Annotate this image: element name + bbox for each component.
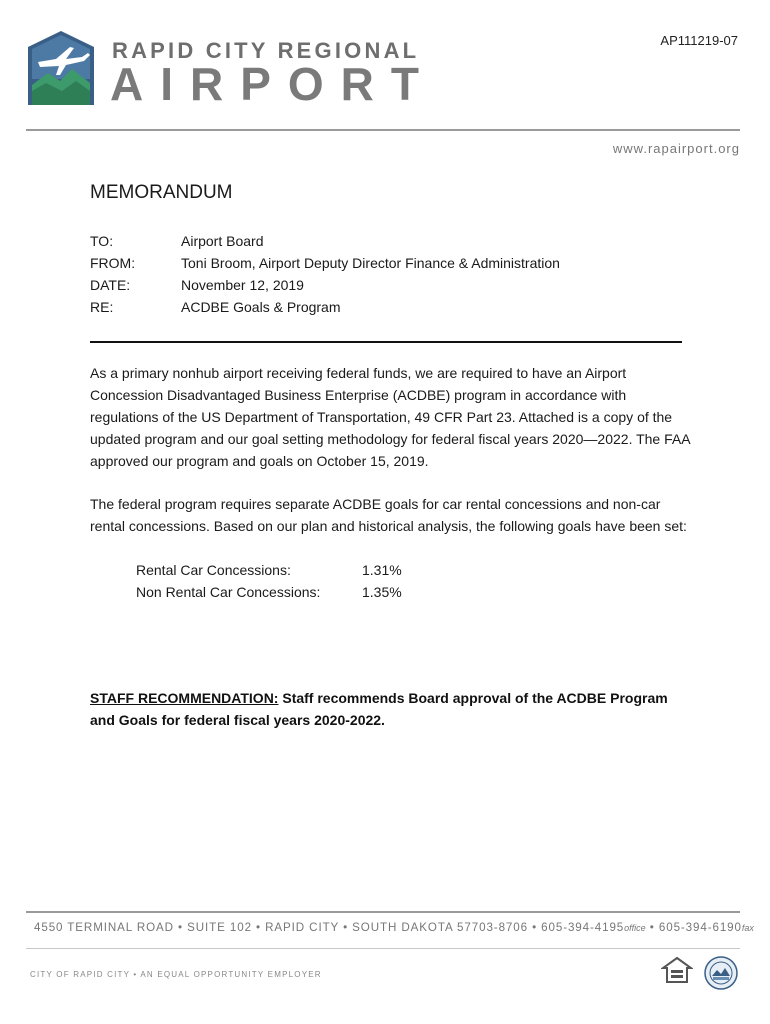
equal-housing-icon: [661, 956, 693, 986]
staff-recommendation: [90, 687, 690, 731]
footer-fax-number: • 605-394-6190: [645, 921, 742, 934]
footer-rule-secondary: [26, 948, 740, 949]
memo-date-label: DATE:: [90, 277, 131, 293]
goal-non-rental-car-value: 1.35%: [362, 584, 402, 600]
staff-recommendation-text: Staff recommends Board approval of the ACDBE Program and Goals for federal fiscal years 2020-2022.: [90, 690, 668, 728]
footer-office-label: office: [624, 923, 646, 933]
footer-fax-label: fax: [741, 923, 754, 933]
city-seal-icon: [704, 956, 738, 990]
memo-date-value: November 12, 2019: [181, 277, 304, 293]
memo-re-label: RE:: [90, 299, 114, 315]
staff-recommendation-heading: STAFF RECOMMENDATION:: [90, 690, 279, 706]
footer-address: [34, 921, 754, 934]
body-paragraph-1: As a primary nonhub airport receiving federal funds, we are required to have an Airport Concession Disadvantaged Business Enterprise (ACDBE) program in accordance with regulations of the US Department of Transportation, 49 CFR Part 23. Attached is a copy of the updated program and our goal setting methodology for federal fiscal years 2020—2022. The FAA approved our program and goals on October 15, 2019.: [90, 365, 690, 469]
memo-from-label: FROM:: [90, 255, 136, 271]
memo-to-label: TO:: [90, 233, 114, 249]
logo-title-line1: RAPID CITY REGIONAL: [112, 38, 420, 63]
memo-from-value: Toni Broom, Airport Deputy Director Finance & Administration: [181, 255, 560, 271]
goal-rental-car-label: Rental Car Concessions:: [136, 562, 291, 578]
goal-rental-car-value: 1.31%: [362, 562, 402, 578]
airplane-mountain-icon: [26, 29, 96, 105]
website-link[interactable]: www.rapairport.org: [612, 141, 740, 156]
footer-rule: [26, 911, 740, 913]
memo-re-value: ACDBE Goals & Program: [181, 299, 341, 315]
goal-non-rental-car-label: Non Rental Car Concessions:: [136, 584, 321, 600]
memo-title: MEMORANDUM: [90, 182, 233, 203]
header-rule: [26, 129, 740, 131]
logo-title-line2: AIRPORT: [110, 58, 436, 110]
document-id: AP111219-07: [660, 33, 738, 48]
footer-address-main: 4550 TERMINAL ROAD • SUITE 102 • RAPID CITY • SOUTH DAKOTA 57703-8706 • 605-394-4195: [34, 921, 625, 934]
body-paragraph-2: The federal program requires separate ACDBE goals for car rental concessions and non-car rental concessions. Based on our plan and historical analysis, the following goals have been set:: [90, 496, 687, 534]
memo-divider: [90, 341, 682, 343]
footer-employer: CITY OF RAPID CITY • AN EQUAL OPPORTUNITY EMPLOYER: [30, 970, 322, 979]
memo-to-value: Airport Board: [181, 233, 264, 249]
